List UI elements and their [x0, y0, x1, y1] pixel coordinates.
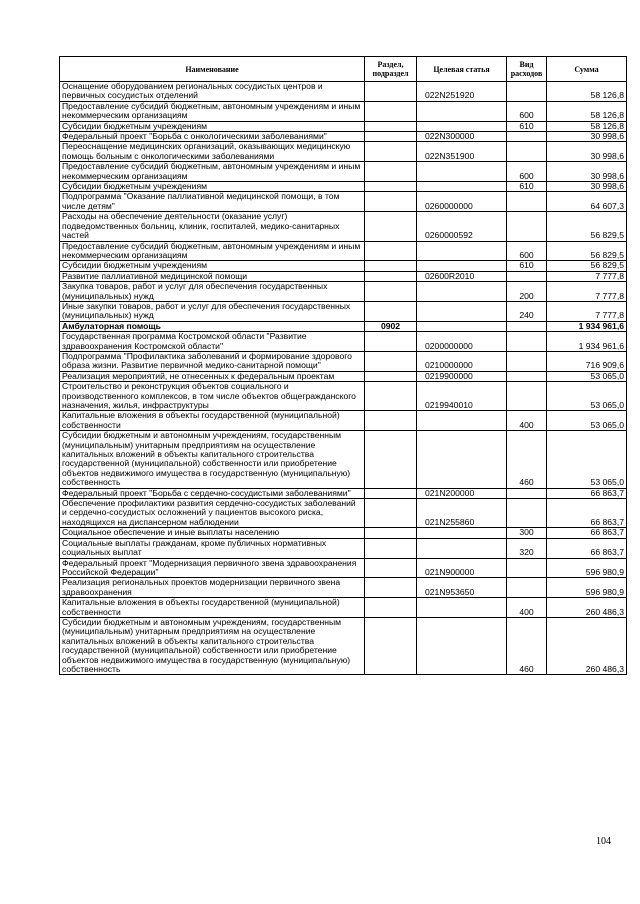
table-row	[60, 558, 627, 578]
header-type: Вид расходов	[507, 57, 547, 82]
cell-sum: 7 777,8	[547, 282, 627, 302]
cell-target: 0260000592	[417, 212, 507, 241]
cell-target: 021N900000	[417, 558, 507, 578]
cell-section	[365, 371, 417, 381]
cell-sum: 56 829,5	[547, 212, 627, 241]
cell-target	[417, 282, 507, 302]
cell-target	[417, 617, 507, 674]
cell-type	[507, 192, 547, 212]
table-row	[60, 241, 627, 261]
cell-type: 610	[507, 121, 547, 131]
cell-target: 0219900000	[417, 371, 507, 381]
cell-target: 021N953650	[417, 578, 507, 598]
table-row	[60, 321, 627, 331]
cell-sum: 7 777,8	[547, 301, 627, 321]
cell-name: Предоставление субсидий бюджетным, автономным учреждениям и иным некоммерческим организациям	[60, 101, 365, 121]
cell-name: Предоставление субсидий бюджетным, автономным учреждениям и иным некоммерческим организациям	[60, 241, 365, 261]
cell-type	[507, 332, 547, 352]
cell-sum: 66 863,7	[547, 488, 627, 498]
cell-type: 600	[507, 162, 547, 182]
cell-type	[507, 82, 547, 102]
cell-section	[365, 528, 417, 538]
cell-name: Реализация мероприятий, не отнесенных к федеральным проектам	[60, 371, 365, 381]
cell-name: Федеральный проект "Борьба с онкологическими заболеваниями"	[60, 132, 365, 142]
cell-name: Оснащение оборудованием региональных сосудистых центров и первичных сосудистых отделений	[60, 82, 365, 102]
cell-sum: 1 934 961,6	[547, 332, 627, 352]
cell-section	[365, 351, 417, 371]
cell-sum: 596 980,9	[547, 558, 627, 578]
table-row	[60, 101, 627, 121]
cell-section	[365, 617, 417, 674]
table-row	[60, 598, 627, 618]
cell-name: Субсидии бюджетным учреждениям	[60, 261, 365, 271]
cell-target	[417, 182, 507, 192]
cell-sum: 53 065,0	[547, 431, 627, 488]
header-row	[60, 57, 627, 82]
header-target: Целевая статья	[417, 57, 507, 82]
cell-target: 022N251920	[417, 82, 507, 102]
cell-type: 400	[507, 411, 547, 431]
cell-type	[507, 499, 547, 528]
cell-section	[365, 101, 417, 121]
cell-name: Подпрограмма "Профилактика заболеваний и формирование здорового образа жизни. Развитие первичной медико-санитарной помощи"	[60, 351, 365, 371]
cell-target: 0260000000	[417, 192, 507, 212]
cell-section	[365, 142, 417, 162]
table-row	[60, 431, 627, 488]
table-row	[60, 261, 627, 271]
cell-name: Социальные выплаты гражданам, кроме публичных нормативных социальных выплат	[60, 538, 365, 558]
cell-type: 240	[507, 301, 547, 321]
cell-sum: 53 065,0	[547, 371, 627, 381]
cell-section	[365, 488, 417, 498]
cell-section	[365, 382, 417, 411]
cell-section	[365, 431, 417, 488]
table-row	[60, 382, 627, 411]
table-row	[60, 212, 627, 241]
cell-section	[365, 241, 417, 261]
cell-name: Амбулаторная помощь	[60, 321, 365, 331]
cell-target	[417, 321, 507, 331]
cell-target	[417, 301, 507, 321]
cell-sum: 53 065,0	[547, 411, 627, 431]
cell-sum: 56 829,5	[547, 261, 627, 271]
cell-name: Капитальные вложения в объекты государственной (муниципальной) собственности	[60, 598, 365, 618]
cell-type	[507, 578, 547, 598]
header-section: Раздел, подраздел	[365, 57, 417, 82]
cell-section	[365, 558, 417, 578]
cell-type: 200	[507, 282, 547, 302]
cell-section	[365, 261, 417, 271]
table-row	[60, 192, 627, 212]
table-row	[60, 617, 627, 674]
cell-type	[507, 321, 547, 331]
cell-sum: 66 863,7	[547, 528, 627, 538]
table-row	[60, 132, 627, 142]
cell-target: 022N300000	[417, 132, 507, 142]
cell-name: Государственная программа Костромской области "Развитие здравоохранения Костромской области"	[60, 332, 365, 352]
cell-sum: 260 486,3	[547, 617, 627, 674]
cell-type: 320	[507, 538, 547, 558]
cell-sum: 596 980,9	[547, 578, 627, 598]
page-number: 104	[596, 836, 611, 847]
cell-name: Федеральный проект "Модернизация первичного звена здравоохранения Российской Федерации"	[60, 558, 365, 578]
cell-sum: 7 777,8	[547, 271, 627, 281]
cell-target: 0200000000	[417, 332, 507, 352]
cell-type	[507, 382, 547, 411]
cell-section	[365, 598, 417, 618]
cell-name: Социальное обеспечение и иные выплаты населению	[60, 528, 365, 538]
cell-target	[417, 101, 507, 121]
cell-name: Иные закупки товаров, работ и услуг для обеспечения государственных (муниципальных) нужд	[60, 301, 365, 321]
table-row	[60, 528, 627, 538]
table-row	[60, 332, 627, 352]
cell-target: 021N255860	[417, 499, 507, 528]
budget-table	[59, 56, 627, 675]
cell-type	[507, 371, 547, 381]
cell-target	[417, 121, 507, 131]
cell-sum: 53 065,0	[547, 382, 627, 411]
table-row	[60, 371, 627, 381]
cell-target: 021N200000	[417, 488, 507, 498]
cell-section	[365, 192, 417, 212]
cell-type	[507, 132, 547, 142]
cell-name: Подпрограмма "Оказание паллиативной медицинской помощи, в том числе детям"	[60, 192, 365, 212]
cell-target: 022N351900	[417, 142, 507, 162]
cell-type: 400	[507, 598, 547, 618]
cell-name: Субсидии бюджетным учреждениям	[60, 121, 365, 131]
cell-section	[365, 182, 417, 192]
cell-sum: 716 909,6	[547, 351, 627, 371]
cell-sum: 30 998,6	[547, 182, 627, 192]
table-row	[60, 182, 627, 192]
table-row	[60, 121, 627, 131]
cell-target: 0210000000	[417, 351, 507, 371]
cell-target	[417, 411, 507, 431]
cell-sum: 66 863,7	[547, 538, 627, 558]
cell-target	[417, 431, 507, 488]
cell-section	[365, 132, 417, 142]
cell-section	[365, 411, 417, 431]
cell-target	[417, 528, 507, 538]
cell-name: Развитие паллиативной медицинской помощи	[60, 271, 365, 281]
cell-type: 610	[507, 261, 547, 271]
cell-sum: 64 607,3	[547, 192, 627, 212]
cell-section	[365, 499, 417, 528]
cell-section	[365, 332, 417, 352]
cell-sum: 58 126,8	[547, 101, 627, 121]
cell-type	[507, 271, 547, 281]
table-row	[60, 499, 627, 528]
cell-section	[365, 212, 417, 241]
cell-target	[417, 538, 507, 558]
cell-type: 460	[507, 617, 547, 674]
cell-section	[365, 162, 417, 182]
cell-sum: 30 998,6	[547, 132, 627, 142]
cell-sum: 260 486,3	[547, 598, 627, 618]
cell-name: Переоснащение медицинских организаций, оказывающих медицинскую помощь больным с онкологическими заболеваниями	[60, 142, 365, 162]
cell-type: 600	[507, 241, 547, 261]
table-row	[60, 488, 627, 498]
cell-name: Предоставление субсидий бюджетным, автономным учреждениям и иным некоммерческим организациям	[60, 162, 365, 182]
cell-section	[365, 121, 417, 131]
cell-type: 600	[507, 101, 547, 121]
cell-name: Строительство и реконструкция объектов социального и производственного комплексов, в том числе объектов общегражданского назначения, жилья, инфраструктуры	[60, 382, 365, 411]
table-body	[60, 82, 627, 675]
cell-sum: 66 863,7	[547, 499, 627, 528]
cell-target	[417, 598, 507, 618]
table-row	[60, 162, 627, 182]
cell-name: Расходы на обеспечение деятельности (оказание услуг) подведомственных больниц, клиник, госпиталей, медико-санитарных частей	[60, 212, 365, 241]
cell-target	[417, 241, 507, 261]
cell-type	[507, 488, 547, 498]
cell-section	[365, 538, 417, 558]
cell-section	[365, 301, 417, 321]
cell-sum: 30 998,6	[547, 162, 627, 182]
table-row	[60, 82, 627, 102]
cell-sum: 58 126,8	[547, 82, 627, 102]
cell-type	[507, 212, 547, 241]
cell-section	[365, 282, 417, 302]
cell-type	[507, 351, 547, 371]
cell-target: 02600R2010	[417, 271, 507, 281]
cell-name: Обеспечение профилактики развития сердечно-сосудистых заболеваний и сердечно-сосудистых осложнений у пациентов высокого риска, находящихся на диспансерном наблюдении	[60, 499, 365, 528]
table-row	[60, 578, 627, 598]
cell-section: 0902	[365, 321, 417, 331]
cell-name: Субсидии бюджетным и автономным учреждениям, государственным (муниципальным) унитарным предприятиям на осуществление капитальных вложений в объекты капитального строительства государственной (муниципальной) собственности или приобретение объектов недвижимого имущества в государственную (муниципальную) собственность	[60, 617, 365, 674]
cell-name: Закупка товаров, работ и услуг для обеспечения государственных (муниципальных) нужд	[60, 282, 365, 302]
cell-sum: 30 998,6	[547, 142, 627, 162]
cell-sum: 1 934 961,6	[547, 321, 627, 331]
cell-name: Федеральный проект "Борьба с сердечно-сосудистыми заболеваниями"	[60, 488, 365, 498]
header-name: Наименование	[60, 57, 365, 82]
cell-sum: 58 126,8	[547, 121, 627, 131]
table-row	[60, 282, 627, 302]
table-row	[60, 351, 627, 371]
table-row	[60, 411, 627, 431]
header-sum: Сумма	[547, 57, 627, 82]
table-row	[60, 301, 627, 321]
cell-section	[365, 82, 417, 102]
cell-type: 300	[507, 528, 547, 538]
cell-type	[507, 558, 547, 578]
table-row	[60, 538, 627, 558]
cell-target	[417, 261, 507, 271]
table-row	[60, 142, 627, 162]
cell-section	[365, 578, 417, 598]
table-row	[60, 271, 627, 281]
cell-name: Капитальные вложения в объекты государственной (муниципальной) собственности	[60, 411, 365, 431]
cell-type: 610	[507, 182, 547, 192]
cell-sum: 56 829,5	[547, 241, 627, 261]
cell-name: Субсидии бюджетным и автономным учреждениям, государственным (муниципальным) унитарным предприятиям на осуществление капитальных вложений в объекты капитального строительства государственной (муниципальной) собственности или приобретение объектов недвижимого имущества в государственную (муниципальную) собственность	[60, 431, 365, 488]
cell-name: Реализация региональных проектов модернизации первичного звена здравоохранения	[60, 578, 365, 598]
cell-section	[365, 271, 417, 281]
cell-name: Субсидии бюджетным учреждениям	[60, 182, 365, 192]
cell-target	[417, 162, 507, 182]
cell-type	[507, 142, 547, 162]
cell-type: 460	[507, 431, 547, 488]
cell-target: 0219940010	[417, 382, 507, 411]
